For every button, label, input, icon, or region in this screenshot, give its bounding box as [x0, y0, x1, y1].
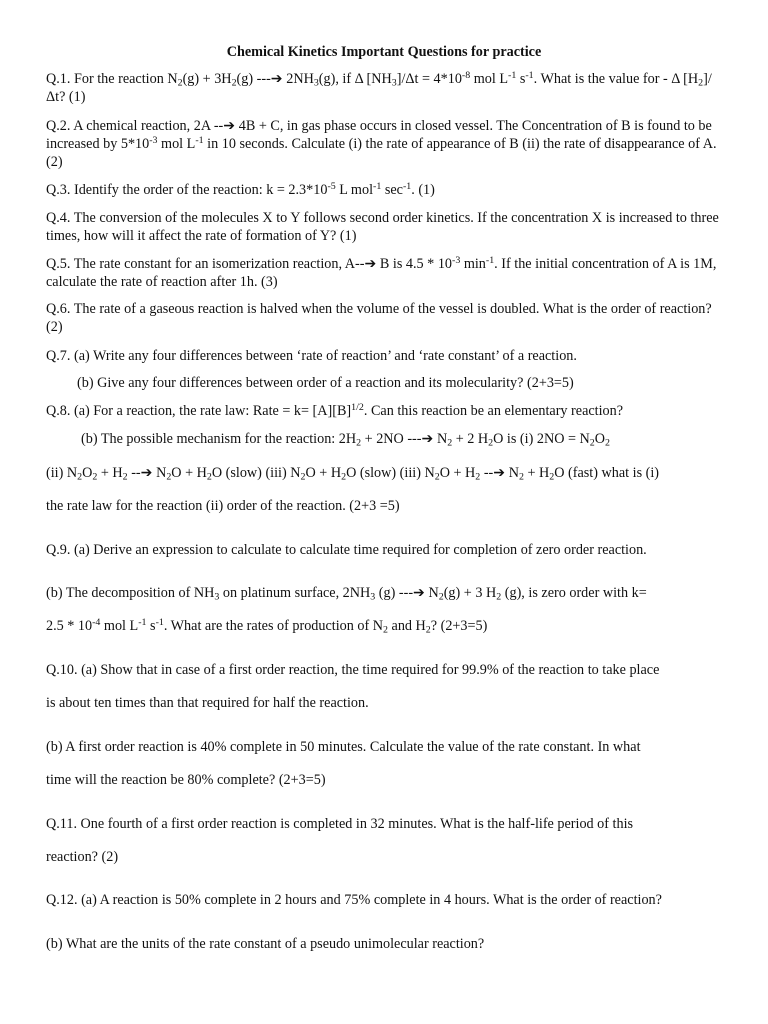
question-5: Q.5. The rate constant for an isomerization reaction, A--➔ B is $4.5 * 10^{-3}$ $\min^{-1}$. If the initial concentration of A is 1M, calculate the rate of reaction after 1h. (3)	[46, 255, 717, 290]
question-8-continuation: the rate law for the reaction (ii) order of the reaction. (2+3 =5)	[46, 498, 400, 514]
question-4: Q.4. The conversion of the molecules X to Y follows second order kinetics. If the concentration X is increased to three times, how will it affect the rate of formation of Y? (1)	[46, 210, 719, 244]
question-8b: (b) The possible mechanism for the reaction: $2H_2 + 2NO$ ---➔ $N_2 + 2$ $H_2O$ is (i) $2NO = N_2O_2$	[81, 431, 610, 449]
question-1: Q.1. For the reaction $N_2(g) + 3H_2(g)$ ---➔ $2NH_3(g)$, if Δ $[NH_3]/\Delta t = 4*10^{-8}$ mol $L^{-1}$ $s^{-1}$. What is the value for - Δ $[H_2]/\Delta t$? (1)	[46, 70, 712, 105]
question-10b: (b) A first order reaction is 40% complete in 50 minutes. Calculate the value of the rate constant. In what	[46, 739, 641, 755]
question-11: Q.11. One fourth of a first order reaction is completed in 32 minutes. What is the half-life period of this	[46, 816, 634, 832]
question-2: Q.2. A chemical reaction, 2A --➔ 4B + C, in gas phase occurs in closed vessel. The Concentration of B is found to be increased by $5*10^{-3}$ mol $L^{-1}$ in 10 seconds. Calculate (i) the rate of appearance of B (ii) the rate of disappearance of A. (2)	[46, 118, 717, 170]
question-10a-continuation: is about ten times than that required for half the reaction.	[46, 695, 369, 711]
question-8-mechanism: (ii) $N_2O_2 + H_2$ --➔ $N_2O + H_2O$ (slow) (iii) $N_2O + H_2O$ (slow) (iii) $N_2O + H_2$ --➔ $N_2 + H_2O$ (fast) what is (i)	[46, 465, 660, 483]
question-6: Q.6. The rate of a gaseous reaction is halved when the volume of the vessel is doubled. What is the order of reaction? (2)	[46, 301, 712, 335]
question-12b: (b) What are the units of the rate constant of a pseudo unimolecular reaction?	[46, 936, 485, 952]
question-11-continuation: reaction? (2)	[46, 849, 119, 865]
question-7b: (b) Give any four differences between order of a reaction and its molecularity? (2+3=5)	[77, 375, 574, 391]
page-title: Chemical Kinetics Important Questions for practice	[226, 44, 542, 60]
question-10a: Q.10. (a) Show that in case of a first order reaction, the time required for 99.9% of the reaction to take place	[46, 662, 660, 678]
question-9b: (b) The decomposition of $NH_3$ on platinum surface, $2NH_3$ (g) ---➔ $N_2(g) + 3$ $H_2$ (g), is zero order with k=	[46, 585, 647, 603]
question-7a: Q.7. (a) Write any four differences between ‘rate of reaction’ and ‘rate constant’ of a reaction.	[46, 348, 577, 364]
question-9b-continuation: $2.5 * 10^{-4}$ mol $L^{-1}$ $s^{-1}$. What are the rates of production of $N_2$ and $H_2$? (2+3=5)	[46, 617, 488, 636]
question-12a: Q.12. (a) A reaction is 50% complete in 2 hours and 75% complete in 4 hours. What is the order of reaction?	[46, 892, 662, 908]
question-3: Q.3. Identify the order of the reaction: $k = 2.3*10^{-5}$ L mol$^{-1}$ $\sec^{-1}$. (1)	[46, 181, 435, 198]
question-8a: Q.8. (a) For a reaction, the rate law: Rate = $k= [A][B]^{1/2}$. Can this reaction be an elementary reaction?	[46, 402, 624, 419]
question-9a: Q.9. (a) Derive an expression to calculate to calculate time required for completion of zero order reaction.	[46, 542, 647, 558]
question-10b-continuation: time will the reaction be 80% complete? (2+3=5)	[46, 772, 326, 788]
